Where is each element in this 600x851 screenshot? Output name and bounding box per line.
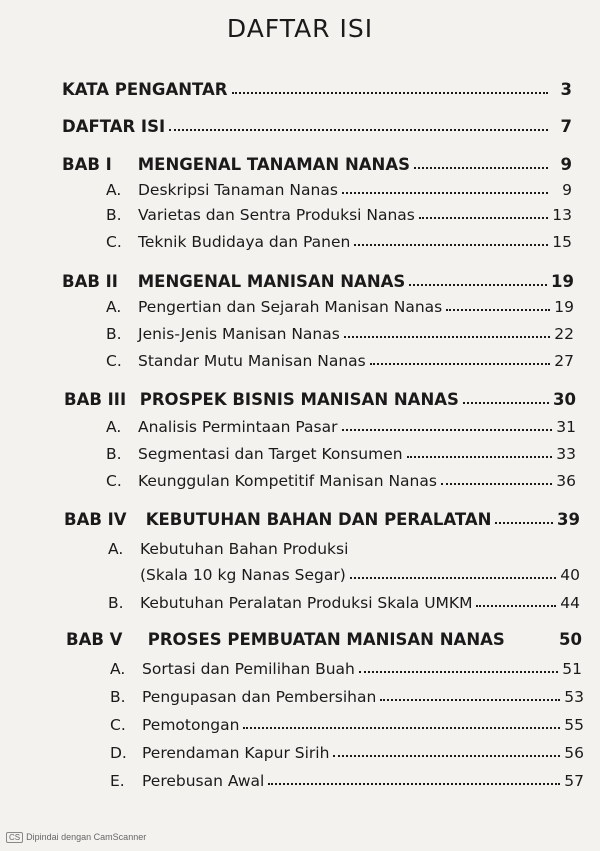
toc-entry-kata-pengantar (62, 80, 572, 99)
item-letter: B. (108, 594, 124, 612)
item-letter: C. (106, 233, 122, 251)
item-text: Kebutuhan Bahan Produksi (140, 540, 349, 558)
item-letter: C. (106, 352, 122, 370)
item-text: Keunggulan Kompetitif Manisan Nanas (138, 472, 437, 490)
page-title: DAFTAR ISI (226, 14, 374, 43)
item-text: Perendaman Kapur Sirih (142, 744, 330, 762)
leader-dots (169, 129, 548, 131)
toc-entry-daftar-isi (62, 117, 572, 136)
toc-item (106, 206, 572, 224)
leader-dots (268, 783, 560, 785)
toc-item (110, 660, 582, 678)
item-page: 55 (564, 716, 584, 734)
camscanner-watermark (6, 832, 146, 843)
chapter-title: KEBUTUHAN BAHAN DAN PERALATAN (145, 510, 492, 529)
chapter-title: PROSPEK BISNIS MANISAN NANAS (139, 390, 459, 409)
item-page: 57 (564, 772, 584, 790)
item-letter: E. (110, 772, 125, 790)
item-text: Perebusan Awal (142, 772, 265, 790)
entry-page: 7 (560, 117, 572, 136)
chapter-number: BAB I (62, 155, 112, 174)
leader-dots (344, 336, 550, 338)
toc-item (108, 594, 580, 612)
item-text: Standar Mutu Manisan Nanas (138, 352, 366, 370)
item-page: 27 (554, 352, 574, 370)
item-text: Pemotongan (142, 716, 240, 734)
item-letter: A. (110, 660, 126, 678)
item-page: 53 (564, 688, 584, 706)
leader-dots (407, 456, 552, 458)
chapter-number: BAB V (66, 630, 123, 649)
leader-dots (441, 483, 552, 485)
item-page: 22 (554, 325, 574, 343)
toc-item (106, 325, 574, 343)
chapter-title: MENGENAL MANISAN NANAS (137, 272, 406, 291)
item-letter: D. (110, 744, 127, 762)
toc-item (110, 772, 584, 790)
chapter-number: BAB IV (64, 510, 127, 529)
toc-item (110, 716, 584, 734)
entry-label: DAFTAR ISI (62, 117, 166, 136)
toc-item-line1 (108, 540, 578, 558)
item-letter: C. (110, 716, 126, 734)
toc-item (106, 445, 576, 463)
item-page: 44 (560, 594, 580, 612)
item-letter: B. (106, 325, 122, 343)
toc-item (106, 181, 572, 199)
leader-dots (342, 429, 552, 431)
item-text: Analisis Permintaan Pasar (138, 418, 338, 436)
toc-item (110, 744, 584, 762)
item-page: 15 (552, 233, 572, 251)
item-letter: A. (106, 418, 122, 436)
chapter-page: 50 (559, 630, 582, 649)
chapter-page: 30 (553, 390, 576, 409)
toc-chapter-3 (64, 390, 576, 409)
item-letter: A. (106, 298, 122, 316)
chapter-page: 9 (560, 155, 572, 174)
leader-dots (476, 605, 556, 607)
leader-dots (446, 309, 550, 311)
leader-dots (359, 671, 558, 673)
leader-dots (419, 217, 548, 219)
leader-dots (414, 167, 548, 169)
leader-dots (463, 402, 549, 404)
item-text: Varietas dan Sentra Produksi Nanas (138, 206, 415, 224)
item-text: Pengertian dan Sejarah Manisan Nanas (138, 298, 443, 316)
chapter-number: BAB II (62, 272, 118, 291)
camscanner-logo-icon: CS (6, 832, 23, 843)
item-page: 19 (554, 298, 574, 316)
toc-item (106, 298, 574, 316)
toc-item (106, 418, 576, 436)
item-page: 33 (556, 445, 576, 463)
item-page: 36 (556, 472, 576, 490)
leader-dots (350, 577, 556, 579)
item-letter: A. (108, 540, 124, 558)
item-page: 31 (556, 418, 576, 436)
item-text: Deskripsi Tanaman Nanas (138, 181, 338, 199)
item-letter: A. (106, 181, 122, 199)
chapter-page: 19 (551, 272, 574, 291)
item-letter: C. (106, 472, 122, 490)
item-page: 56 (564, 744, 584, 762)
item-letter: B. (110, 688, 126, 706)
leader-dots (495, 522, 553, 524)
toc-item (106, 233, 572, 251)
chapter-title: PROSES PEMBUATAN MANISAN NANAS (147, 630, 505, 649)
camscanner-text: Dipindai dengan CamScanner (26, 832, 147, 842)
toc-chapter-5 (66, 630, 582, 649)
leader-dots (370, 363, 550, 365)
chapter-title: MENGENAL TANAMAN NANAS (137, 155, 411, 174)
item-text: Jenis-Jenis Manisan Nanas (138, 325, 340, 343)
toc-chapter-4 (64, 510, 580, 529)
entry-label: KATA PENGANTAR (62, 80, 228, 99)
leader-dots (380, 699, 560, 701)
toc-chapter-2 (62, 272, 574, 291)
item-page: 9 (562, 181, 572, 199)
leader-dots (342, 192, 548, 194)
item-page: 40 (560, 566, 580, 584)
leader-dots (333, 755, 560, 757)
leader-dots (409, 284, 547, 286)
leader-dots (243, 727, 560, 729)
toc-item-line2 (140, 566, 580, 584)
item-text-continued: (Skala 10 kg Nanas Segar) (140, 566, 346, 584)
item-text: Pengupasan dan Pembersihan (142, 688, 377, 706)
toc-chapter-1 (62, 155, 572, 174)
item-text: Sortasi dan Pemilihan Buah (142, 660, 355, 678)
item-page: 13 (552, 206, 572, 224)
toc-item (110, 688, 584, 706)
chapter-number: BAB III (64, 390, 127, 409)
item-text: Segmentasi dan Target Konsumen (138, 445, 403, 463)
chapter-page: 39 (557, 510, 580, 529)
leader-dots (354, 244, 548, 246)
item-text: Teknik Budidaya dan Panen (138, 233, 351, 251)
item-letter: B. (106, 206, 122, 224)
entry-page: 3 (560, 80, 572, 99)
leader-dots (232, 92, 548, 94)
item-text: Kebutuhan Peralatan Produksi Skala UMKM (140, 594, 473, 612)
toc-item (106, 352, 574, 370)
item-letter: B. (106, 445, 122, 463)
item-page: 51 (562, 660, 582, 678)
toc-item (106, 472, 576, 490)
